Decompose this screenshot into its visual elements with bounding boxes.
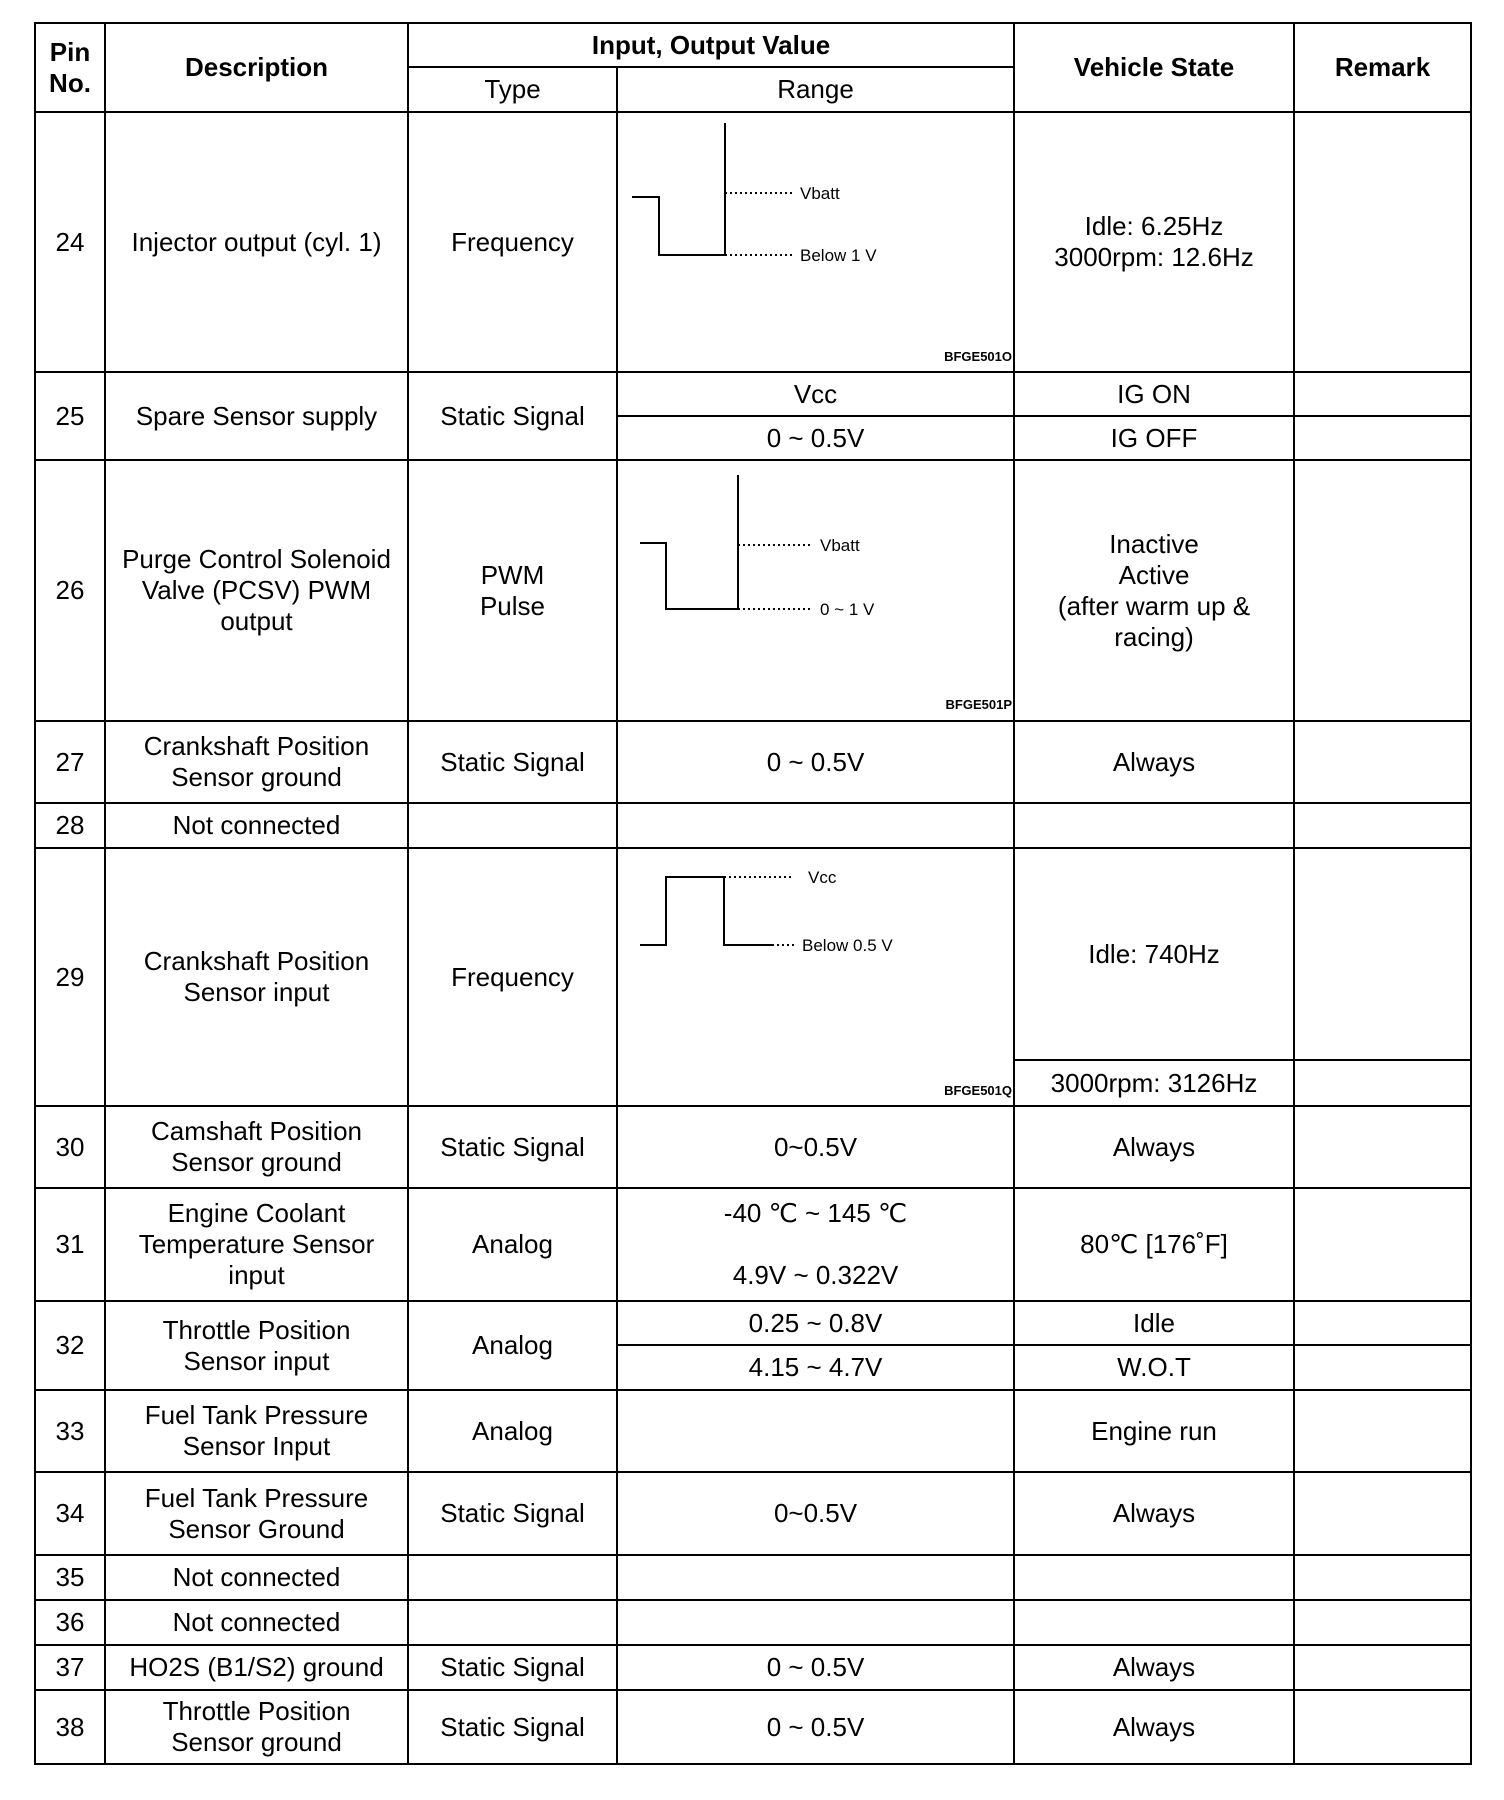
range-cell: 0 ~ 0.5V bbox=[617, 416, 1014, 460]
table-row bbox=[35, 460, 1471, 721]
table-row bbox=[35, 1301, 1471, 1345]
figure-code: BFGE501P bbox=[945, 697, 1012, 712]
type-cell bbox=[408, 1600, 617, 1645]
vehicle-state-cell bbox=[1014, 803, 1294, 848]
vehicle-state-cell: Always bbox=[1014, 1106, 1294, 1188]
remark-cell bbox=[1294, 1390, 1471, 1472]
remark-cell bbox=[1294, 848, 1471, 1060]
description-cell: Spare Sensor supply bbox=[105, 372, 408, 460]
pin-number: 28 bbox=[35, 803, 105, 848]
table-row bbox=[35, 721, 1471, 803]
wave-lower-label: 0 ~ 1 V bbox=[820, 600, 875, 619]
type-cell: Static Signal bbox=[408, 1106, 617, 1188]
pin-number: 38 bbox=[35, 1690, 105, 1764]
vehicle-state-cell: Inactive Active (after warm up & racing) bbox=[1014, 460, 1294, 721]
range-cell: 0 ~ 0.5V bbox=[617, 1690, 1014, 1764]
range-cell bbox=[617, 803, 1014, 848]
waveform-cell bbox=[617, 460, 1014, 721]
vehicle-state-cell bbox=[1014, 1555, 1294, 1600]
remark-cell bbox=[1294, 1472, 1471, 1555]
type-cell: Static Signal bbox=[408, 1645, 617, 1690]
table-row bbox=[35, 1390, 1471, 1472]
pin-number: 33 bbox=[35, 1390, 105, 1472]
table-row bbox=[35, 1690, 1471, 1764]
pin-number: 24 bbox=[35, 112, 105, 372]
description-cell: Throttle Position Sensor ground bbox=[105, 1690, 408, 1764]
wave-upper-label: Vbatt bbox=[820, 536, 860, 555]
table-row bbox=[35, 1188, 1471, 1301]
vehicle-state-cell: Idle bbox=[1014, 1301, 1294, 1345]
type-cell: Static Signal bbox=[408, 1690, 617, 1764]
remark-cell bbox=[1294, 112, 1471, 372]
pin-number: 35 bbox=[35, 1555, 105, 1600]
table-row bbox=[35, 1645, 1471, 1690]
range-cell: 0~0.5V bbox=[617, 1106, 1014, 1188]
pcsv-waveform bbox=[622, 463, 1019, 718]
range-cell: 0 ~ 0.5V bbox=[617, 721, 1014, 803]
description-cell: Injector output (cyl. 1) bbox=[105, 112, 408, 372]
type-cell: PWM Pulse bbox=[408, 460, 617, 721]
description-cell: Purge Control Solenoid Valve (PCSV) PWM output bbox=[105, 460, 408, 721]
type-cell bbox=[408, 1555, 617, 1600]
header-pin-no: Pin No. bbox=[35, 23, 105, 112]
table-row bbox=[35, 1106, 1471, 1188]
range-cell: 0.25 ~ 0.8V bbox=[617, 1301, 1014, 1345]
vehicle-state-cell: IG ON bbox=[1014, 372, 1294, 416]
description-cell: Engine Coolant Temperature Sensor input bbox=[105, 1188, 408, 1301]
range-cell: 4.15 ~ 4.7V bbox=[617, 1345, 1014, 1390]
pin-number: 27 bbox=[35, 721, 105, 803]
remark-cell bbox=[1294, 1555, 1471, 1600]
description-cell: Camshaft Position Sensor ground bbox=[105, 1106, 408, 1188]
description-cell: Crankshaft Position Sensor ground bbox=[105, 721, 408, 803]
vehicle-state-cell bbox=[1014, 1600, 1294, 1645]
pin-number: 26 bbox=[35, 460, 105, 721]
type-cell: Frequency bbox=[408, 848, 617, 1106]
vehicle-state-cell: Always bbox=[1014, 1645, 1294, 1690]
description-cell: Throttle Position Sensor input bbox=[105, 1301, 408, 1390]
range-cell bbox=[617, 1600, 1014, 1645]
pin-number: 31 bbox=[35, 1188, 105, 1301]
remark-cell bbox=[1294, 1301, 1471, 1345]
remark-cell bbox=[1294, 1645, 1471, 1690]
table-row bbox=[35, 372, 1471, 416]
description-cell: Not connected bbox=[105, 1555, 408, 1600]
table-row bbox=[35, 1555, 1471, 1600]
header-vehicle-state: Vehicle State bbox=[1014, 23, 1294, 112]
remark-cell bbox=[1294, 803, 1471, 848]
vehicle-state-cell: Always bbox=[1014, 721, 1294, 803]
figure-code: BFGE501O bbox=[944, 349, 1012, 364]
vehicle-state-cell: Always bbox=[1014, 1690, 1294, 1764]
table-row bbox=[35, 848, 1471, 1060]
description-cell: Not connected bbox=[105, 803, 408, 848]
remark-cell bbox=[1294, 372, 1471, 416]
vehicle-state-cell: Always bbox=[1014, 1472, 1294, 1555]
remark-cell bbox=[1294, 416, 1471, 460]
remark-cell bbox=[1294, 1345, 1471, 1390]
range-cell bbox=[617, 1390, 1014, 1472]
pin-number: 30 bbox=[35, 1106, 105, 1188]
description-cell: Crankshaft Position Sensor input bbox=[105, 848, 408, 1106]
pin-number: 37 bbox=[35, 1645, 105, 1690]
vehicle-state-cell: Engine run bbox=[1014, 1390, 1294, 1472]
description-cell: HO2S (B1/S2) ground bbox=[105, 1645, 408, 1690]
vehicle-state-cell: 3000rpm: 3126Hz bbox=[1014, 1060, 1294, 1106]
type-cell: Analog bbox=[408, 1390, 617, 1472]
pin-number: 34 bbox=[35, 1472, 105, 1555]
header-type: Type bbox=[408, 67, 617, 112]
type-cell: Analog bbox=[408, 1188, 617, 1301]
remark-cell bbox=[1294, 1600, 1471, 1645]
description-cell: Fuel Tank Pressure Sensor Input bbox=[105, 1390, 408, 1472]
injector-waveform bbox=[622, 115, 1019, 369]
type-cell: Static Signal bbox=[408, 372, 617, 460]
vehicle-state-cell: 80℃ [176˚F] bbox=[1014, 1188, 1294, 1301]
type-cell: Frequency bbox=[408, 112, 617, 372]
header-io-value: Input, Output Value bbox=[408, 23, 1014, 67]
description-cell: Fuel Tank Pressure Sensor Ground bbox=[105, 1472, 408, 1555]
type-cell: Analog bbox=[408, 1301, 617, 1390]
vehicle-state-cell: Idle: 6.25Hz 3000rpm: 12.6Hz bbox=[1014, 112, 1294, 372]
type-cell: Static Signal bbox=[408, 1472, 617, 1555]
remark-cell bbox=[1294, 721, 1471, 803]
remark-cell bbox=[1294, 1188, 1471, 1301]
pin-table bbox=[34, 22, 1472, 1765]
table-row bbox=[35, 1600, 1471, 1645]
table-row bbox=[35, 1472, 1471, 1555]
range-cell: 0~0.5V bbox=[617, 1472, 1014, 1555]
figure-code: BFGE501Q bbox=[944, 1083, 1012, 1098]
vehicle-state-cell: IG OFF bbox=[1014, 416, 1294, 460]
header-description: Description bbox=[105, 23, 408, 112]
wave-upper-label: Vbatt bbox=[800, 184, 840, 203]
table-row bbox=[35, 803, 1471, 848]
wave-upper-label: Vcc bbox=[808, 868, 837, 887]
table-row bbox=[35, 112, 1471, 372]
type-cell: Static Signal bbox=[408, 721, 617, 803]
header-remark: Remark bbox=[1294, 23, 1471, 112]
range-cell bbox=[617, 1555, 1014, 1600]
description-cell: Not connected bbox=[105, 1600, 408, 1645]
vehicle-state-cell: Idle: 740Hz bbox=[1014, 848, 1294, 1060]
remark-cell bbox=[1294, 1690, 1471, 1764]
range-cell: Vcc bbox=[617, 372, 1014, 416]
waveform-cell bbox=[617, 112, 1014, 372]
wave-lower-label: Below 1 V bbox=[800, 246, 877, 265]
range-cell: 0 ~ 0.5V bbox=[617, 1645, 1014, 1690]
range-cell: -40 ℃ ~ 145 ℃ 4.9V ~ 0.322V bbox=[617, 1188, 1014, 1301]
type-cell bbox=[408, 803, 617, 848]
header-range: Range bbox=[617, 67, 1014, 112]
ckp-waveform bbox=[622, 851, 1019, 1103]
pin-number: 29 bbox=[35, 848, 105, 1106]
wave-lower-label: Below 0.5 V bbox=[802, 936, 893, 955]
vehicle-state-cell: W.O.T bbox=[1014, 1345, 1294, 1390]
remark-cell bbox=[1294, 1060, 1471, 1106]
waveform-cell bbox=[617, 848, 1014, 1106]
remark-cell bbox=[1294, 1106, 1471, 1188]
remark-cell bbox=[1294, 460, 1471, 721]
pin-number: 25 bbox=[35, 372, 105, 460]
pin-number: 32 bbox=[35, 1301, 105, 1390]
pin-number: 36 bbox=[35, 1600, 105, 1645]
